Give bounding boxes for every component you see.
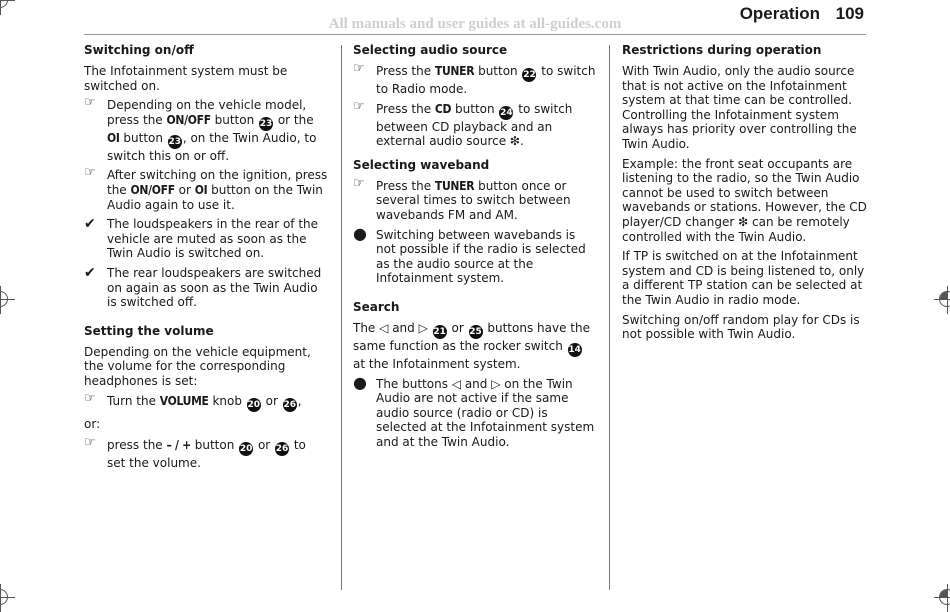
callout-number: 23 [259, 118, 273, 129]
note-item [353, 223, 596, 286]
instruction-item [353, 61, 596, 97]
pointing-hand-icon: ☞ [84, 390, 96, 406]
callout-number: 14 [568, 344, 581, 355]
pointing-hand-icon: ☞ [84, 435, 96, 451]
registration-mark-bottom-right [939, 589, 950, 605]
text: or [254, 438, 275, 453]
key-label: ON/OFF [166, 112, 211, 127]
callout-number: 20 [247, 399, 261, 410]
pointing-hand-icon: ☞ [84, 95, 96, 111]
checkmark-icon: ✔ [84, 216, 96, 233]
paragraph: Switching on/off random play for CDs is not possible with Twin Audio. [622, 312, 860, 342]
optional-equipment-icon: ❇ [738, 214, 749, 229]
text: The buttons [376, 376, 452, 391]
pointing-hand-icon: ☞ [353, 175, 365, 191]
pointing-hand-icon: ☞ [353, 61, 365, 76]
text: button [190, 438, 239, 453]
text: press the [107, 438, 167, 453]
column-2 [353, 43, 596, 455]
key-label: TUNER [434, 178, 475, 193]
registration-mark-bottom-left [0, 589, 8, 605]
right-arrow-icon: ▷ [418, 320, 428, 335]
text: The [353, 320, 380, 335]
text: Press the [376, 178, 435, 193]
left-arrow-icon: ◁ [451, 376, 462, 391]
key-label: OI [194, 182, 208, 197]
text [428, 321, 432, 335]
text: After switching on the ignition, press the [107, 168, 328, 197]
key-label: OI [107, 130, 120, 145]
text: Turn the [107, 393, 160, 408]
text: to switch between CD playback and an external audio source [376, 101, 573, 149]
text: and [388, 320, 419, 335]
left-arrow-icon: ◁ [379, 320, 389, 335]
text: . [519, 134, 524, 149]
registration-mark-mid-left [0, 291, 8, 307]
instruction-item [84, 435, 328, 471]
callout-number: 26 [283, 399, 296, 410]
column-divider-1 [341, 45, 342, 590]
text: and [461, 376, 492, 391]
instruction-item [84, 95, 328, 163]
right-arrow-icon: ▷ [491, 376, 501, 391]
text: Switching between wavebands is not possible if the radio is selected as the audio source at the Infotainment system. [376, 227, 586, 286]
instruction-item [84, 390, 328, 412]
callout-number: 22 [523, 70, 536, 80]
key-label: TUNER [434, 64, 475, 78]
text: , [297, 393, 302, 408]
instruction-item [84, 165, 328, 212]
callout-number: 25 [469, 326, 482, 337]
callout-number: 26 [275, 444, 289, 455]
key-label: VOLUME [159, 393, 209, 408]
text: buttons have the same function as the rocker switch [353, 320, 590, 353]
text: button once or several times to switch between wavebands FM and AM. [376, 178, 571, 222]
text: button [119, 130, 167, 145]
pointing-hand-icon: ☞ [353, 98, 365, 114]
text: knob [208, 393, 246, 408]
text: button [210, 112, 259, 127]
heading-selecting-audio-source: Selecting audio source [353, 43, 508, 57]
optional-equipment-icon: ❇ [509, 134, 520, 149]
text: to set the volume. [107, 438, 306, 471]
heading-selecting-waveband: Selecting waveband [353, 157, 490, 172]
key-label: ON/OFF [130, 182, 175, 197]
text: Depending on the vehicle model, press the [107, 98, 307, 127]
instruction-item [353, 98, 596, 149]
heading-setting-volume: Setting the volume [84, 323, 214, 338]
result-item [84, 217, 328, 261]
text: button [474, 64, 522, 78]
text: Press the [376, 64, 435, 78]
text: , on the Twin Audio, to switch this on or off. [107, 130, 317, 163]
key-label: – / + [166, 438, 191, 453]
text: on the Twin Audio are not active if the same audio source (radio or CD) is selected at the Infotainment system and at the Twin Audio. [376, 376, 595, 449]
registration-mark-top-left [0, 0, 8, 8]
paragraph: The Infotainment system must be switched on. [84, 64, 288, 93]
text: button [451, 101, 499, 116]
text: The loudspeakers in the rear of the vehicle are muted as soon as the Twin Audio is switched on. [107, 217, 319, 261]
column-1 [84, 43, 328, 476]
text: Example: the front seat occupants are listening to the radio, so the Twin Audio cannot be used to switch between wavebands or stations. However, the CD player/CD changer [622, 156, 867, 229]
text: button on the Twin Audio again to use it. [107, 182, 323, 212]
bullet-icon: ● [353, 372, 367, 392]
heading-restrictions: Restrictions during operation [622, 43, 822, 57]
callout-number: 23 [168, 136, 182, 147]
section-title: Operation [739, 4, 820, 23]
callout-number: 20 [239, 444, 253, 455]
heading-switching-on-off: Switching on/off [84, 43, 194, 57]
text: or [174, 182, 195, 197]
key-label: CD [434, 101, 452, 116]
text: can be remotely controlled with the Twin Audio. [622, 214, 850, 244]
heading-search: Search [353, 299, 400, 314]
text: at the Infotainment system. [353, 356, 521, 371]
registration-mark-mid-right [939, 291, 950, 307]
text: or the [274, 112, 314, 127]
checkmark-icon: ✔ [84, 264, 96, 281]
result-item [84, 266, 328, 310]
text: The rear loudspeakers are switched on again as soon as the Twin Audio is switched off. [107, 265, 322, 310]
text: or [261, 393, 282, 408]
paragraph: With Twin Audio, only the audio source that is not active on the Infotainment system at that time can be controlled. Controlling the Infotainment system always has priority over controlling the Twin Audio. [622, 64, 857, 151]
paragraph [622, 157, 867, 245]
instruction-item [353, 175, 596, 223]
text: Press the [376, 101, 435, 116]
paragraph [353, 321, 596, 372]
or-text: or: [84, 416, 101, 431]
callout-number: 24 [500, 107, 513, 118]
paragraph: Depending on the vehicle equipment, the volume for the corresponding headphones is set: [84, 344, 311, 388]
paragraph: If TP is switched on at the Infotainment system and CD is being listened to, only a different TP station can be selected at the Twin Audio in radio mode. [622, 249, 865, 307]
page-number: 109 [835, 4, 864, 23]
header-rule [84, 34, 866, 35]
text: or [447, 320, 468, 335]
column-divider-2 [609, 45, 610, 590]
pointing-hand-icon: ☞ [84, 165, 96, 181]
bullet-icon: ● [353, 223, 367, 243]
callout-number: 21 [433, 326, 446, 337]
note-item [353, 372, 596, 450]
watermark: All manuals and user guides at all-guides.com [328, 16, 622, 32]
text: to switch to Radio mode. [376, 64, 596, 96]
column-3 [622, 43, 867, 347]
